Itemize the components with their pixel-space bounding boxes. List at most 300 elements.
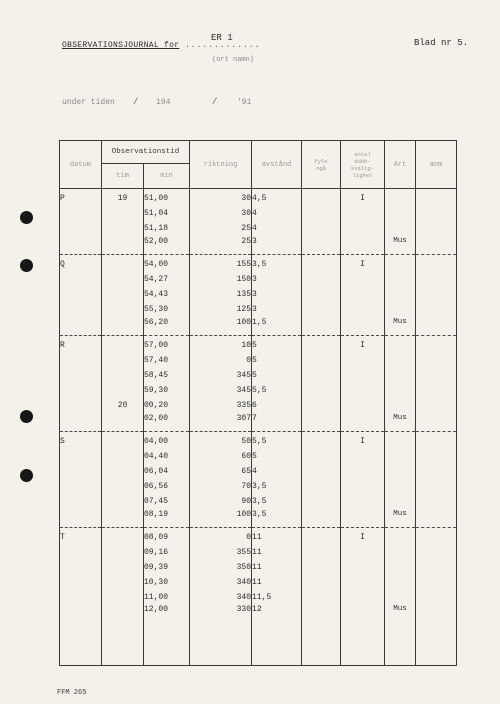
cell-tim [102,368,144,383]
cell-kvalitet [341,413,385,432]
cell-riktning: 307 [190,413,252,432]
cell-datum [60,494,102,509]
cell-riktning: 345 [190,368,252,383]
cell-datum: Q [60,255,102,273]
cell-kvalitet: I [341,189,385,207]
table-row [60,590,457,605]
header-fyle-line2: ngå [316,164,326,172]
table-row [60,464,457,479]
cell-art [385,353,416,368]
cell-fyle [302,206,341,221]
cell-kvalitet [341,605,385,666]
cell-avstand: 5,5 [252,432,302,450]
cell-avstand: 11 [252,560,302,575]
header-datum: datum [60,141,102,189]
cell-anm [416,590,457,605]
cell-tim [102,479,144,494]
cell-art [385,545,416,560]
period-label: under tiden [62,98,115,107]
cell-riktning: 30 [190,206,252,221]
cell-datum [60,479,102,494]
cell-kvalitet [341,464,385,479]
cell-art: Mus [385,413,416,432]
cell-anm [416,317,457,336]
header-riktning: riktning [190,141,252,189]
header-fyle [302,141,341,189]
location-code: ER 1 [211,33,233,43]
cell-fyle [302,189,341,207]
table-row [60,479,457,494]
table-row [60,575,457,590]
cell-riktning: 330 [190,605,252,666]
cell-riktning: 50 [190,432,252,450]
period-from: 194 [156,98,171,107]
cell-art [385,432,416,450]
form-number: FFM 265 [57,689,87,697]
cell-tim [102,575,144,590]
table-row [60,432,457,450]
table-row [60,255,457,273]
cell-riktning: 30 [190,189,252,207]
period-to: '91 [237,98,252,107]
cell-tim [102,432,144,450]
cell-min: 57,00 [144,336,190,354]
cell-anm [416,383,457,398]
cell-min: 08,09 [144,528,190,546]
punch-hole [20,211,33,224]
cell-fyle [302,560,341,575]
cell-min: 02,00 [144,413,190,432]
cell-kvalitet [341,494,385,509]
table-row [60,189,457,207]
cell-min: 55,30 [144,302,190,317]
cell-anm [416,398,457,413]
period-slash: / [133,97,139,107]
cell-datum [60,236,102,255]
cell-art [385,368,416,383]
cell-anm [416,560,457,575]
cell-min: 09,16 [144,545,190,560]
cell-kvalitet [341,383,385,398]
table-row [60,383,457,398]
cell-fyle [302,479,341,494]
cell-art [385,449,416,464]
cell-avstand: 1,5 [252,317,302,336]
cell-art: Mus [385,509,416,528]
cell-tim [102,494,144,509]
cell-tim [102,509,144,528]
cell-fyle [302,368,341,383]
cell-fyle [302,317,341,336]
cell-min: 54,27 [144,272,190,287]
cell-riktning: 100 [190,509,252,528]
cell-datum: T [60,528,102,546]
cell-datum: P [60,189,102,207]
punch-hole [20,259,33,272]
cell-kvalitet [341,590,385,605]
cell-riktning: 355 [190,545,252,560]
period-slash: / [212,97,218,107]
cell-tim [102,206,144,221]
cell-riktning: 70 [190,479,252,494]
header-fyle-line1: fyle [314,157,328,165]
cell-tim [102,449,144,464]
cell-min: 04,40 [144,449,190,464]
cell-avstand: 4 [252,464,302,479]
cell-avstand: 4 [252,221,302,236]
cell-fyle [302,590,341,605]
cell-art [385,575,416,590]
cell-min: 08,19 [144,509,190,528]
cell-datum [60,272,102,287]
table-row [60,398,457,413]
cell-avstand: 11,5 [252,590,302,605]
cell-anm [416,287,457,302]
cell-avstand: 5 [252,336,302,354]
punch-hole [20,469,33,482]
cell-fyle [302,575,341,590]
cell-fyle [302,383,341,398]
table-row [60,302,457,317]
cell-anm [416,206,457,221]
cell-kvalitet [341,449,385,464]
cell-tim [102,236,144,255]
cell-tim [102,302,144,317]
cell-datum [60,449,102,464]
cell-riktning: 345 [190,383,252,398]
cell-avstand: 3,5 [252,255,302,273]
cell-datum: R [60,336,102,354]
cell-kvalitet [341,368,385,383]
cell-art [385,336,416,354]
header-kval-line1: antal [354,150,371,158]
cell-kvalitet [341,221,385,236]
cell-anm [416,353,457,368]
cell-kvalitet [341,302,385,317]
cell-tim [102,272,144,287]
cell-fyle [302,302,341,317]
cell-datum [60,383,102,398]
cell-tim [102,560,144,575]
cell-riktning: 350 [190,560,252,575]
cell-avstand: 5 [252,368,302,383]
cell-tim [102,287,144,302]
cell-art [385,255,416,273]
cell-anm [416,464,457,479]
cell-avstand: 3,5 [252,494,302,509]
cell-art [385,189,416,207]
cell-riktning: 25 [190,236,252,255]
cell-riktning: 65 [190,464,252,479]
table-row [60,528,457,546]
cell-tim [102,383,144,398]
cell-avstand: 5,5 [252,383,302,398]
cell-datum [60,464,102,479]
cell-art [385,206,416,221]
cell-riktning: 25 [190,221,252,236]
cell-riktning: 90 [190,494,252,509]
cell-min: 54,43 [144,287,190,302]
table-row [60,287,457,302]
cell-tim [102,353,144,368]
cell-datum [60,353,102,368]
cell-tim: 19 [102,189,144,207]
cell-kvalitet [341,398,385,413]
cell-kvalitet [341,206,385,221]
cell-anm [416,272,457,287]
cell-fyle [302,287,341,302]
header-kvalitet [341,141,385,189]
cell-riktning: 125 [190,302,252,317]
cell-art [385,272,416,287]
table-row [60,605,457,666]
cell-riktning: 100 [190,317,252,336]
cell-kvalitet [341,479,385,494]
header-kval-line4: lighet [352,171,373,179]
cell-fyle [302,398,341,413]
cell-tim [102,221,144,236]
table-row [60,272,457,287]
cell-art [385,494,416,509]
cell-datum [60,413,102,432]
cell-min: 09,39 [144,560,190,575]
table-row [60,449,457,464]
cell-anm [416,545,457,560]
cell-kvalitet [341,272,385,287]
header-kval-line2: dubb- [354,157,371,165]
cell-fyle [302,236,341,255]
cell-fyle [302,509,341,528]
cell-avstand: 11 [252,575,302,590]
cell-avstand: 6 [252,398,302,413]
table-row [60,413,457,432]
journal-title: OBSERVATIONSJOURNAL for [62,41,180,50]
cell-datum [60,287,102,302]
cell-riktning: 135 [190,287,252,302]
cell-riktning: 60 [190,449,252,464]
cell-art: Mus [385,317,416,336]
cell-riktning: 340 [190,575,252,590]
cell-riktning: 0 [190,353,252,368]
cell-tim [102,590,144,605]
cell-art [385,302,416,317]
cell-art [385,590,416,605]
cell-anm [416,575,457,590]
header-anm: anm [416,141,457,189]
cell-avstand: 11 [252,528,302,546]
sheet-number: Blad nr 5. [414,38,469,48]
cell-art [385,464,416,479]
cell-anm [416,528,457,546]
cell-anm [416,368,457,383]
cell-art: Mus [385,236,416,255]
cell-tim [102,545,144,560]
cell-anm [416,302,457,317]
cell-min: 58,45 [144,368,190,383]
cell-kvalitet: I [341,255,385,273]
location-caption: (ort namn) [212,56,255,64]
cell-min: 06,56 [144,479,190,494]
table-row [60,368,457,383]
cell-datum: S [60,432,102,450]
cell-art [385,560,416,575]
cell-anm [416,255,457,273]
cell-min: 54,00 [144,255,190,273]
cell-kvalitet: I [341,336,385,354]
cell-avstand: 4,5 [252,189,302,207]
cell-min: 06,04 [144,464,190,479]
table-row [60,236,457,255]
cell-kvalitet: I [341,528,385,546]
cell-datum [60,575,102,590]
cell-fyle [302,255,341,273]
cell-kvalitet [341,287,385,302]
cell-kvalitet [341,545,385,560]
cell-riktning: 340 [190,590,252,605]
cell-avstand: 5 [252,353,302,368]
cell-avstand: 5 [252,449,302,464]
table-row [60,494,457,509]
cell-avstand: 3 [252,287,302,302]
cell-datum [60,221,102,236]
cell-kvalitet [341,509,385,528]
cell-anm [416,413,457,432]
header-art: Art [385,141,416,189]
cell-avstand: 3 [252,302,302,317]
cell-min: 51,00 [144,189,190,207]
cell-fyle [302,528,341,546]
cell-fyle [302,336,341,354]
cell-kvalitet [341,560,385,575]
cell-datum [60,302,102,317]
cell-min: 10,30 [144,575,190,590]
cell-riktning: 0 [190,528,252,546]
cell-avstand: 3 [252,236,302,255]
cell-kvalitet [341,236,385,255]
cell-anm [416,479,457,494]
table-row [60,336,457,354]
cell-avstand: 3 [252,272,302,287]
cell-anm [416,189,457,207]
table-row [60,509,457,528]
cell-anm [416,494,457,509]
cell-min: 51,18 [144,221,190,236]
cell-fyle [302,494,341,509]
table-row [60,206,457,221]
cell-datum [60,560,102,575]
cell-min: 51,04 [144,206,190,221]
cell-avstand: 4 [252,206,302,221]
cell-anm [416,449,457,464]
cell-art [385,398,416,413]
header-tim: tim [102,164,144,189]
cell-min: 04,00 [144,432,190,450]
cell-art [385,221,416,236]
cell-avstand: 11 [252,545,302,560]
cell-fyle [302,272,341,287]
cell-kvalitet [341,353,385,368]
cell-kvalitet [341,317,385,336]
cell-fyle [302,449,341,464]
header-observationstid: Observationstid [102,141,190,164]
cell-fyle [302,353,341,368]
cell-art: Mus [385,605,416,666]
cell-avstand: 7 [252,413,302,432]
cell-min: 12,00 [144,605,190,666]
cell-tim [102,255,144,273]
cell-riktning: 150 [190,272,252,287]
header-avstand: avstånd [252,141,302,189]
table-row [60,317,457,336]
cell-fyle [302,545,341,560]
cell-min: 07,45 [144,494,190,509]
cell-tim [102,464,144,479]
cell-art [385,383,416,398]
cell-datum [60,317,102,336]
table-row [60,560,457,575]
cell-riktning: 155 [190,255,252,273]
cell-fyle [302,432,341,450]
title-fill-dots: ............. [185,41,261,50]
cell-art [385,479,416,494]
cell-tim: 20 [102,398,144,413]
observation-table [59,140,457,666]
cell-riktning: 10 [190,336,252,354]
cell-min: 57,40 [144,353,190,368]
cell-anm [416,236,457,255]
cell-datum [60,206,102,221]
cell-anm [416,432,457,450]
cell-fyle [302,413,341,432]
cell-kvalitet: I [341,432,385,450]
cell-datum [60,398,102,413]
cell-avstand: 3,5 [252,479,302,494]
cell-min: 11,00 [144,590,190,605]
cell-datum [60,590,102,605]
cell-tim [102,336,144,354]
cell-datum [60,368,102,383]
cell-kvalitet [341,575,385,590]
cell-fyle [302,464,341,479]
cell-min: 56,20 [144,317,190,336]
cell-datum [60,545,102,560]
cell-datum [60,509,102,528]
punch-hole [20,410,33,423]
cell-min: 00,20 [144,398,190,413]
cell-tim [102,317,144,336]
cell-fyle [302,221,341,236]
cell-datum [60,605,102,666]
cell-avstand: 3,5 [252,509,302,528]
header-kval-line3: kvalig- [350,164,375,172]
cell-anm [416,605,457,666]
table-row [60,221,457,236]
cell-anm [416,221,457,236]
cell-tim [102,528,144,546]
cell-min: 59,30 [144,383,190,398]
cell-fyle [302,605,341,666]
cell-tim [102,605,144,666]
cell-riktning: 335 [190,398,252,413]
table-row [60,545,457,560]
table-row [60,353,457,368]
cell-min: 52,00 [144,236,190,255]
cell-anm [416,336,457,354]
cell-avstand: 12 [252,605,302,666]
cell-tim [102,413,144,432]
cell-anm [416,509,457,528]
cell-art [385,528,416,546]
